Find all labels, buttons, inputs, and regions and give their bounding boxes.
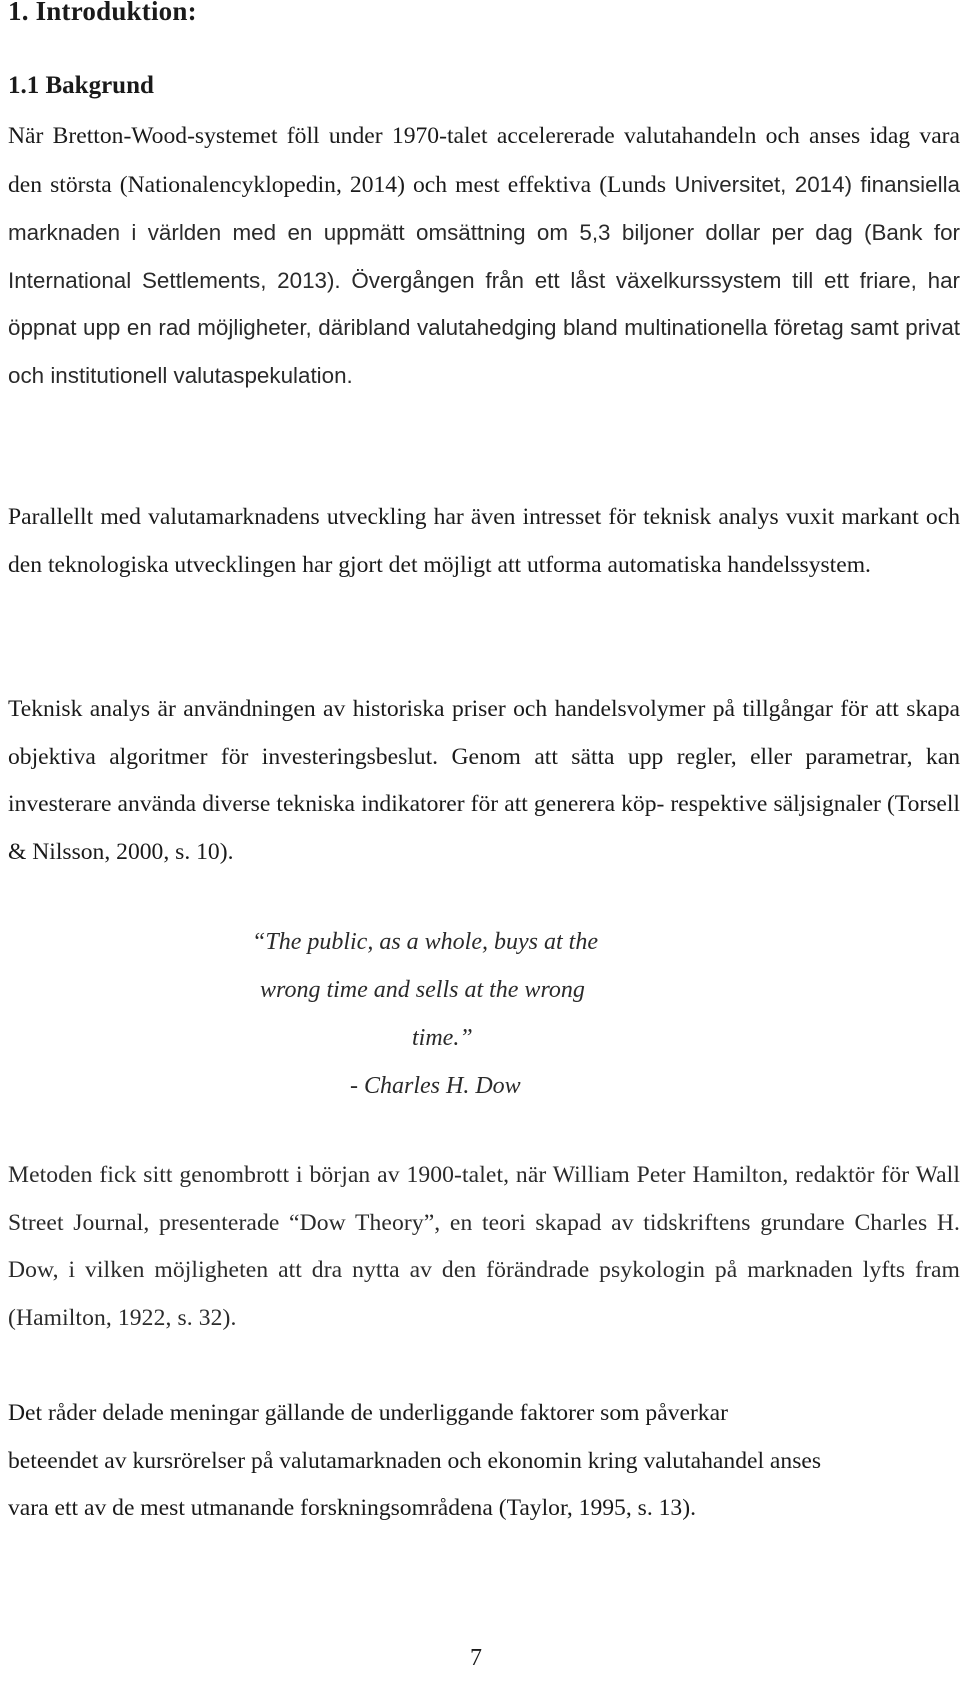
paragraph-technical-analysis-definition: Teknisk analys är användningen av historiska priser och handelsvolymer på tillgångar för att skapa objektiva algoritmer för investeringsbeslut. Genom att sätta upp regler, eller parametrar, kan investerare använda diverse tekniska indikatorer för att generera köp- respektive säljsignaler (Torsell & Nilsson, 2000, s. 10). [8, 696, 960, 865]
paragraph-market-factors [8, 1390, 960, 1533]
quote-attribution: - Charles H. Dow [350, 1073, 521, 1099]
subsection-heading: 1.1 Bakgrund [8, 72, 154, 99]
paragraph-market-factors-line-1: Det råder delade meningar gällande de underliggande faktorer som påverkar [8, 1400, 728, 1426]
paragraph-technical-analysis-interest: Parallellt med valutamarknadens utveckling har även intresset för teknisk analys vuxit markant och den teknologiska utvecklingen har gjort det möjligt att utforma automatiska handelssystem. [8, 504, 960, 578]
quote-line-2: wrong time and sells at the wrong [260, 977, 585, 1003]
paragraph-background-serif-text: När Bretton-Wood-systemet föll under 1970-talet accelererade valutahandeln och anses idag vara den största (Nationalencyklopedin, 2014) och mest effektiva (Lunds [8, 123, 960, 198]
quote-line-1: “The public, as a whole, buys at the [252, 929, 598, 955]
page-number: 7 [470, 1645, 482, 1671]
quote-line-3: time.” [412, 1025, 473, 1051]
paragraph-background-sans-text: Universitet, 2014) finansiella marknaden i världen med en uppmätt omsättning om 5,3 biljoner dollar per dag (Bank for International Settlements, 2013). Övergången från ett låst växelkurssystem till ett friare, har öppnat upp en rad möjligheter, däribland valutahedging bland multinationella företag samt privat och institutionell valutaspekulation. [8, 171, 960, 388]
paragraph-dow-theory: Metoden fick sitt genombrott i början av 1900-talet, när William Peter Hamilton, redaktör för Wall Street Journal, presenterade “Dow Theory”, en teori skapad av tidskriftens grundare Charles H. Dow, i vilken möjligheten att dra nytta av den förändrade psykologin på marknaden lyfts fram (Hamilton, 1922, s. 32). [8, 1162, 960, 1331]
section-heading: 1. Introduktion: [8, 0, 197, 26]
paragraph-market-factors-line-2: beteendet av kursrörelser på valutamarknaden och ekonomin kring valutahandel anses [8, 1447, 822, 1474]
paragraph-market-factors-line-3: vara ett av de mest utmanande forskningsområdena (Taylor, 1995, s. 13). [8, 1495, 696, 1521]
dow-quote [244, 918, 664, 1110]
paragraph-background [8, 112, 960, 399]
